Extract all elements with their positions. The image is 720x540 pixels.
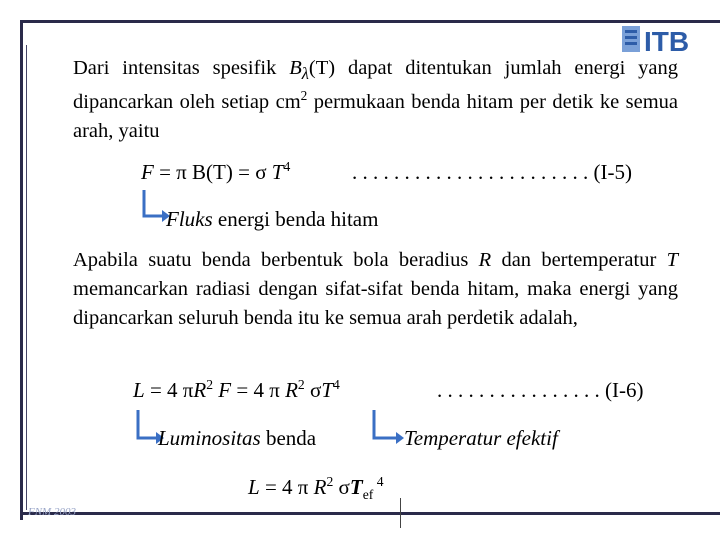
itb-logo-icon [620,22,710,56]
frame-left-inner-line [26,45,27,510]
arrow-temperature-icon [370,408,404,446]
equation-luminosity-ref: . . . . . . . . . . . . . . . . (I-6) [437,378,644,402]
equation-flux-ref: . . . . . . . . . . . . . . . . . . . . . . . (I-5) [352,160,632,184]
logo-text: ITB [644,26,690,56]
paragraph-intro: Dari intensitas spesifik $B_\lambda(T)$ dapat ditentukan jumlah energi yang dipancarkan oleh setiap $cm^2$ permukaan benda hitam per detik ke semua arah, yaitu [73,57,678,143]
label-flux: Fluks energi benda hitam [166,207,379,231]
footer-credit: FNM 2003 [28,506,76,518]
equation-effective-temp: L = 4 π $R^2$ $\sigma T_{ef}$ $^4$ [248,474,384,503]
frame-bottom-tick [400,498,401,528]
equation-flux: F = π B(T) = σ $T^4$ [141,159,291,184]
frame-bottom-border [20,512,720,515]
label-luminosity: Luminositas benda [158,426,317,450]
frame-left-border [20,20,23,520]
frame-top-border [20,20,720,23]
paragraph-sphere: Apabila suatu benda berbentuk bola beradius R dan bertemperatur T memancarkan radiasi dengan sifat-sifat benda hitam, maka energi yang dipancarkan seluruh benda itu ke semua arah perdetik adalah, [73,249,678,329]
label-temperature: Temperatur efektif [404,426,558,450]
equation-luminosity: L = 4 $\pi R^2$ F = 4 π $R^2$ $\sigma T^4$ [133,377,340,402]
